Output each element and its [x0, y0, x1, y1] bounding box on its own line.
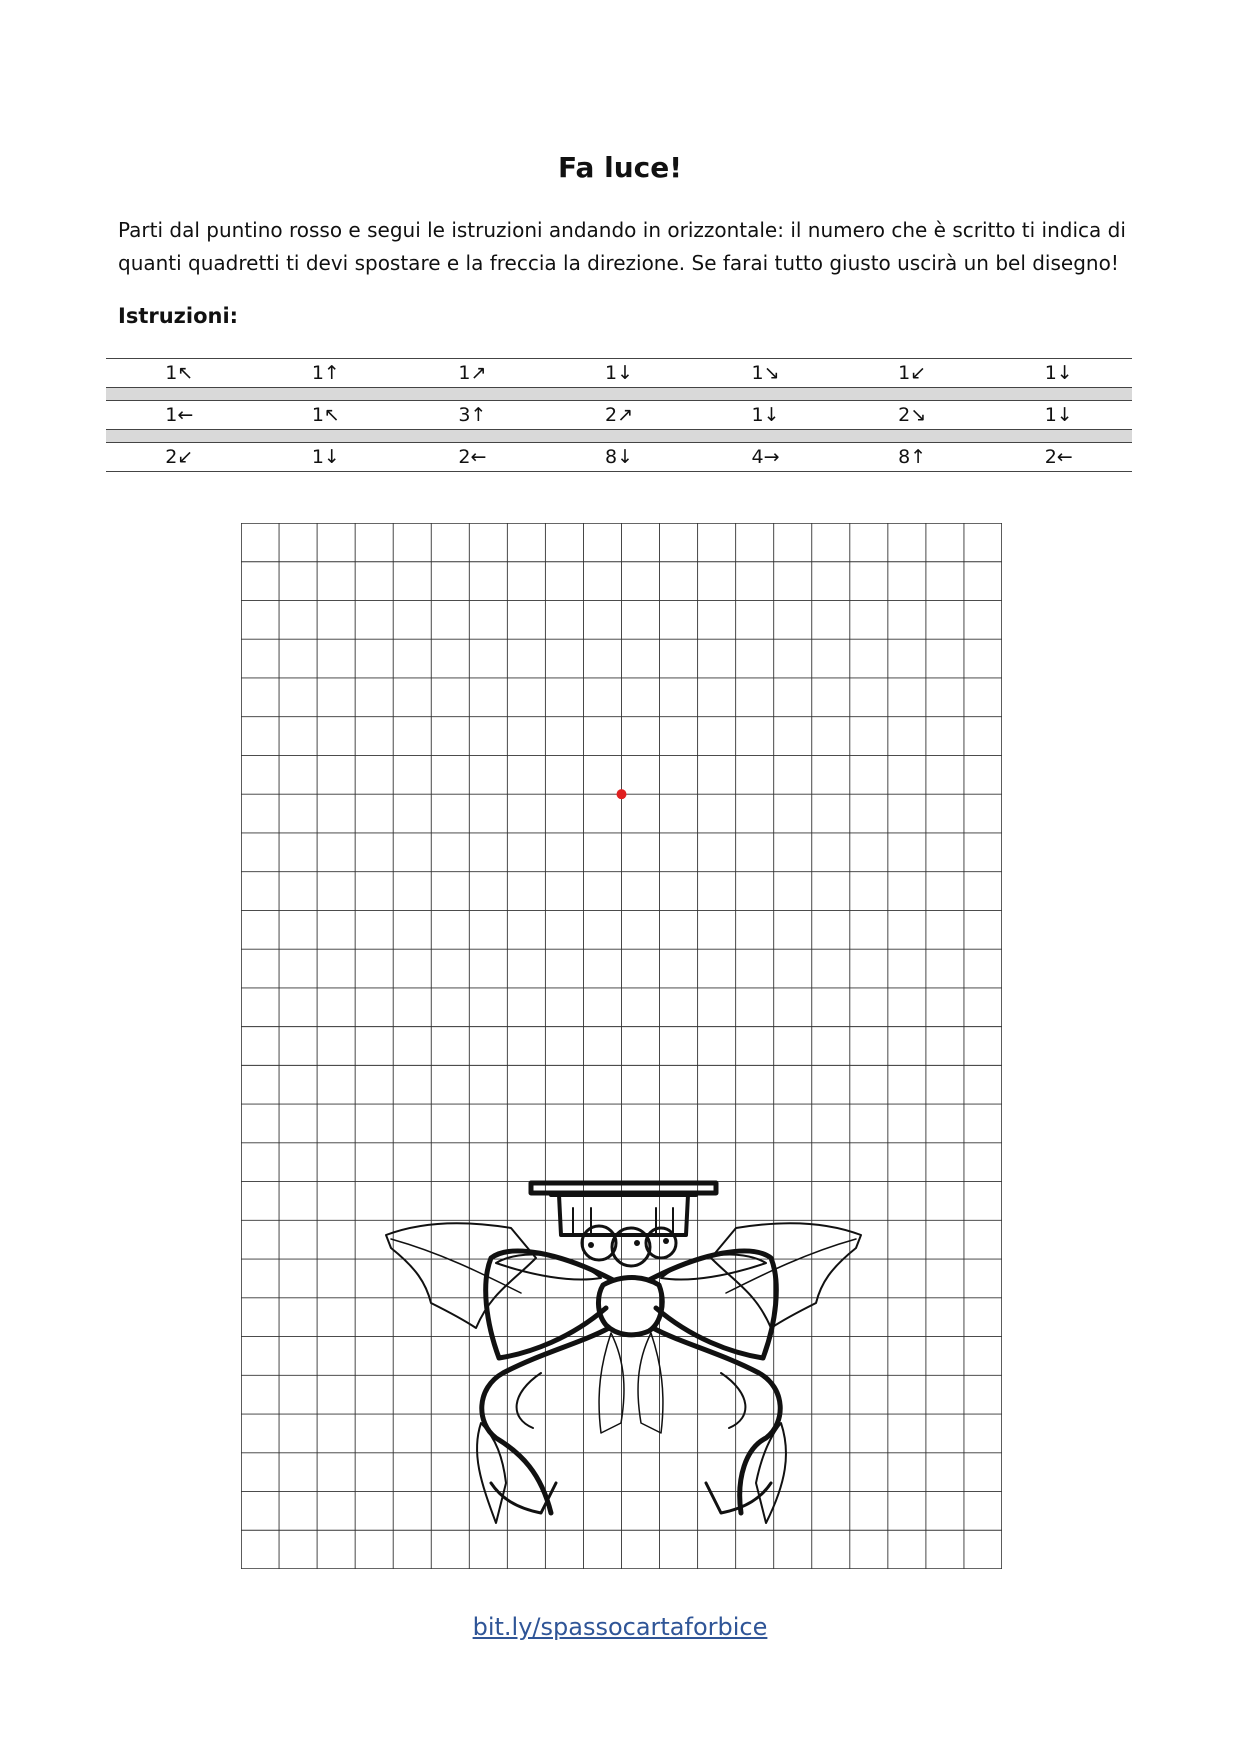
instruction-cell: 1↓: [1044, 362, 1073, 384]
bow-with-holly-and-candle-base-icon: [386, 1183, 861, 1523]
instruction-cell: 1←: [165, 404, 194, 426]
instruction-cell: 3↑: [458, 404, 487, 426]
instruction-cell: 1↑: [311, 362, 340, 384]
instructions-table: [106, 358, 1132, 472]
instruction-cell: 8↓: [604, 446, 633, 468]
page-title: Fa luce!: [557, 151, 683, 184]
instruction-cell: 2↘: [898, 404, 927, 426]
instructions-heading: Istruzioni:: [118, 304, 239, 328]
instruction-cell: 2↙: [165, 446, 194, 468]
grid-lines: [241, 523, 1002, 1569]
drawing-grid[interactable]: [241, 523, 1002, 1569]
instruction-cell: 1↘: [751, 362, 780, 384]
footer-link[interactable]: bit.ly/spassocartaforbice: [472, 1613, 768, 1641]
instruction-cell: 1↓: [604, 362, 633, 384]
row-separator: [106, 430, 1132, 442]
instruction-cell: 1↓: [1044, 404, 1073, 426]
instruction-cell: 2←: [458, 446, 487, 468]
instruction-cell: 2←: [1044, 446, 1073, 468]
instruction-cell: 1↙: [898, 362, 927, 384]
instruction-cell: 1↖: [165, 362, 194, 384]
row-separator: [106, 388, 1132, 400]
instruction-cell: 4→: [751, 446, 780, 468]
instructions-row: [106, 358, 1132, 388]
red-start-dot: [617, 789, 627, 799]
instruction-cell: 8↑: [898, 446, 927, 468]
instruction-cell: 2↗: [604, 404, 633, 426]
instruction-cell: 1↗: [458, 362, 487, 384]
instructions-row: [106, 442, 1132, 472]
intro-paragraph: Parti dal puntino rosso e segui le istruzioni andando in orizzontale: il numero che è scritto ti indica di quanti quadretti ti devi spostare e la freccia la direzione. Se farai tutto giusto uscirà un bel disegno!: [118, 218, 1126, 275]
red-start-dot-mark: [617, 789, 627, 799]
instruction-cell: 1↖: [311, 404, 340, 426]
instruction-cell: 1↓: [751, 404, 780, 426]
grid-canvas: [241, 523, 1002, 1569]
instruction-cell: 1↓: [311, 446, 340, 468]
instructions-row: [106, 400, 1132, 430]
